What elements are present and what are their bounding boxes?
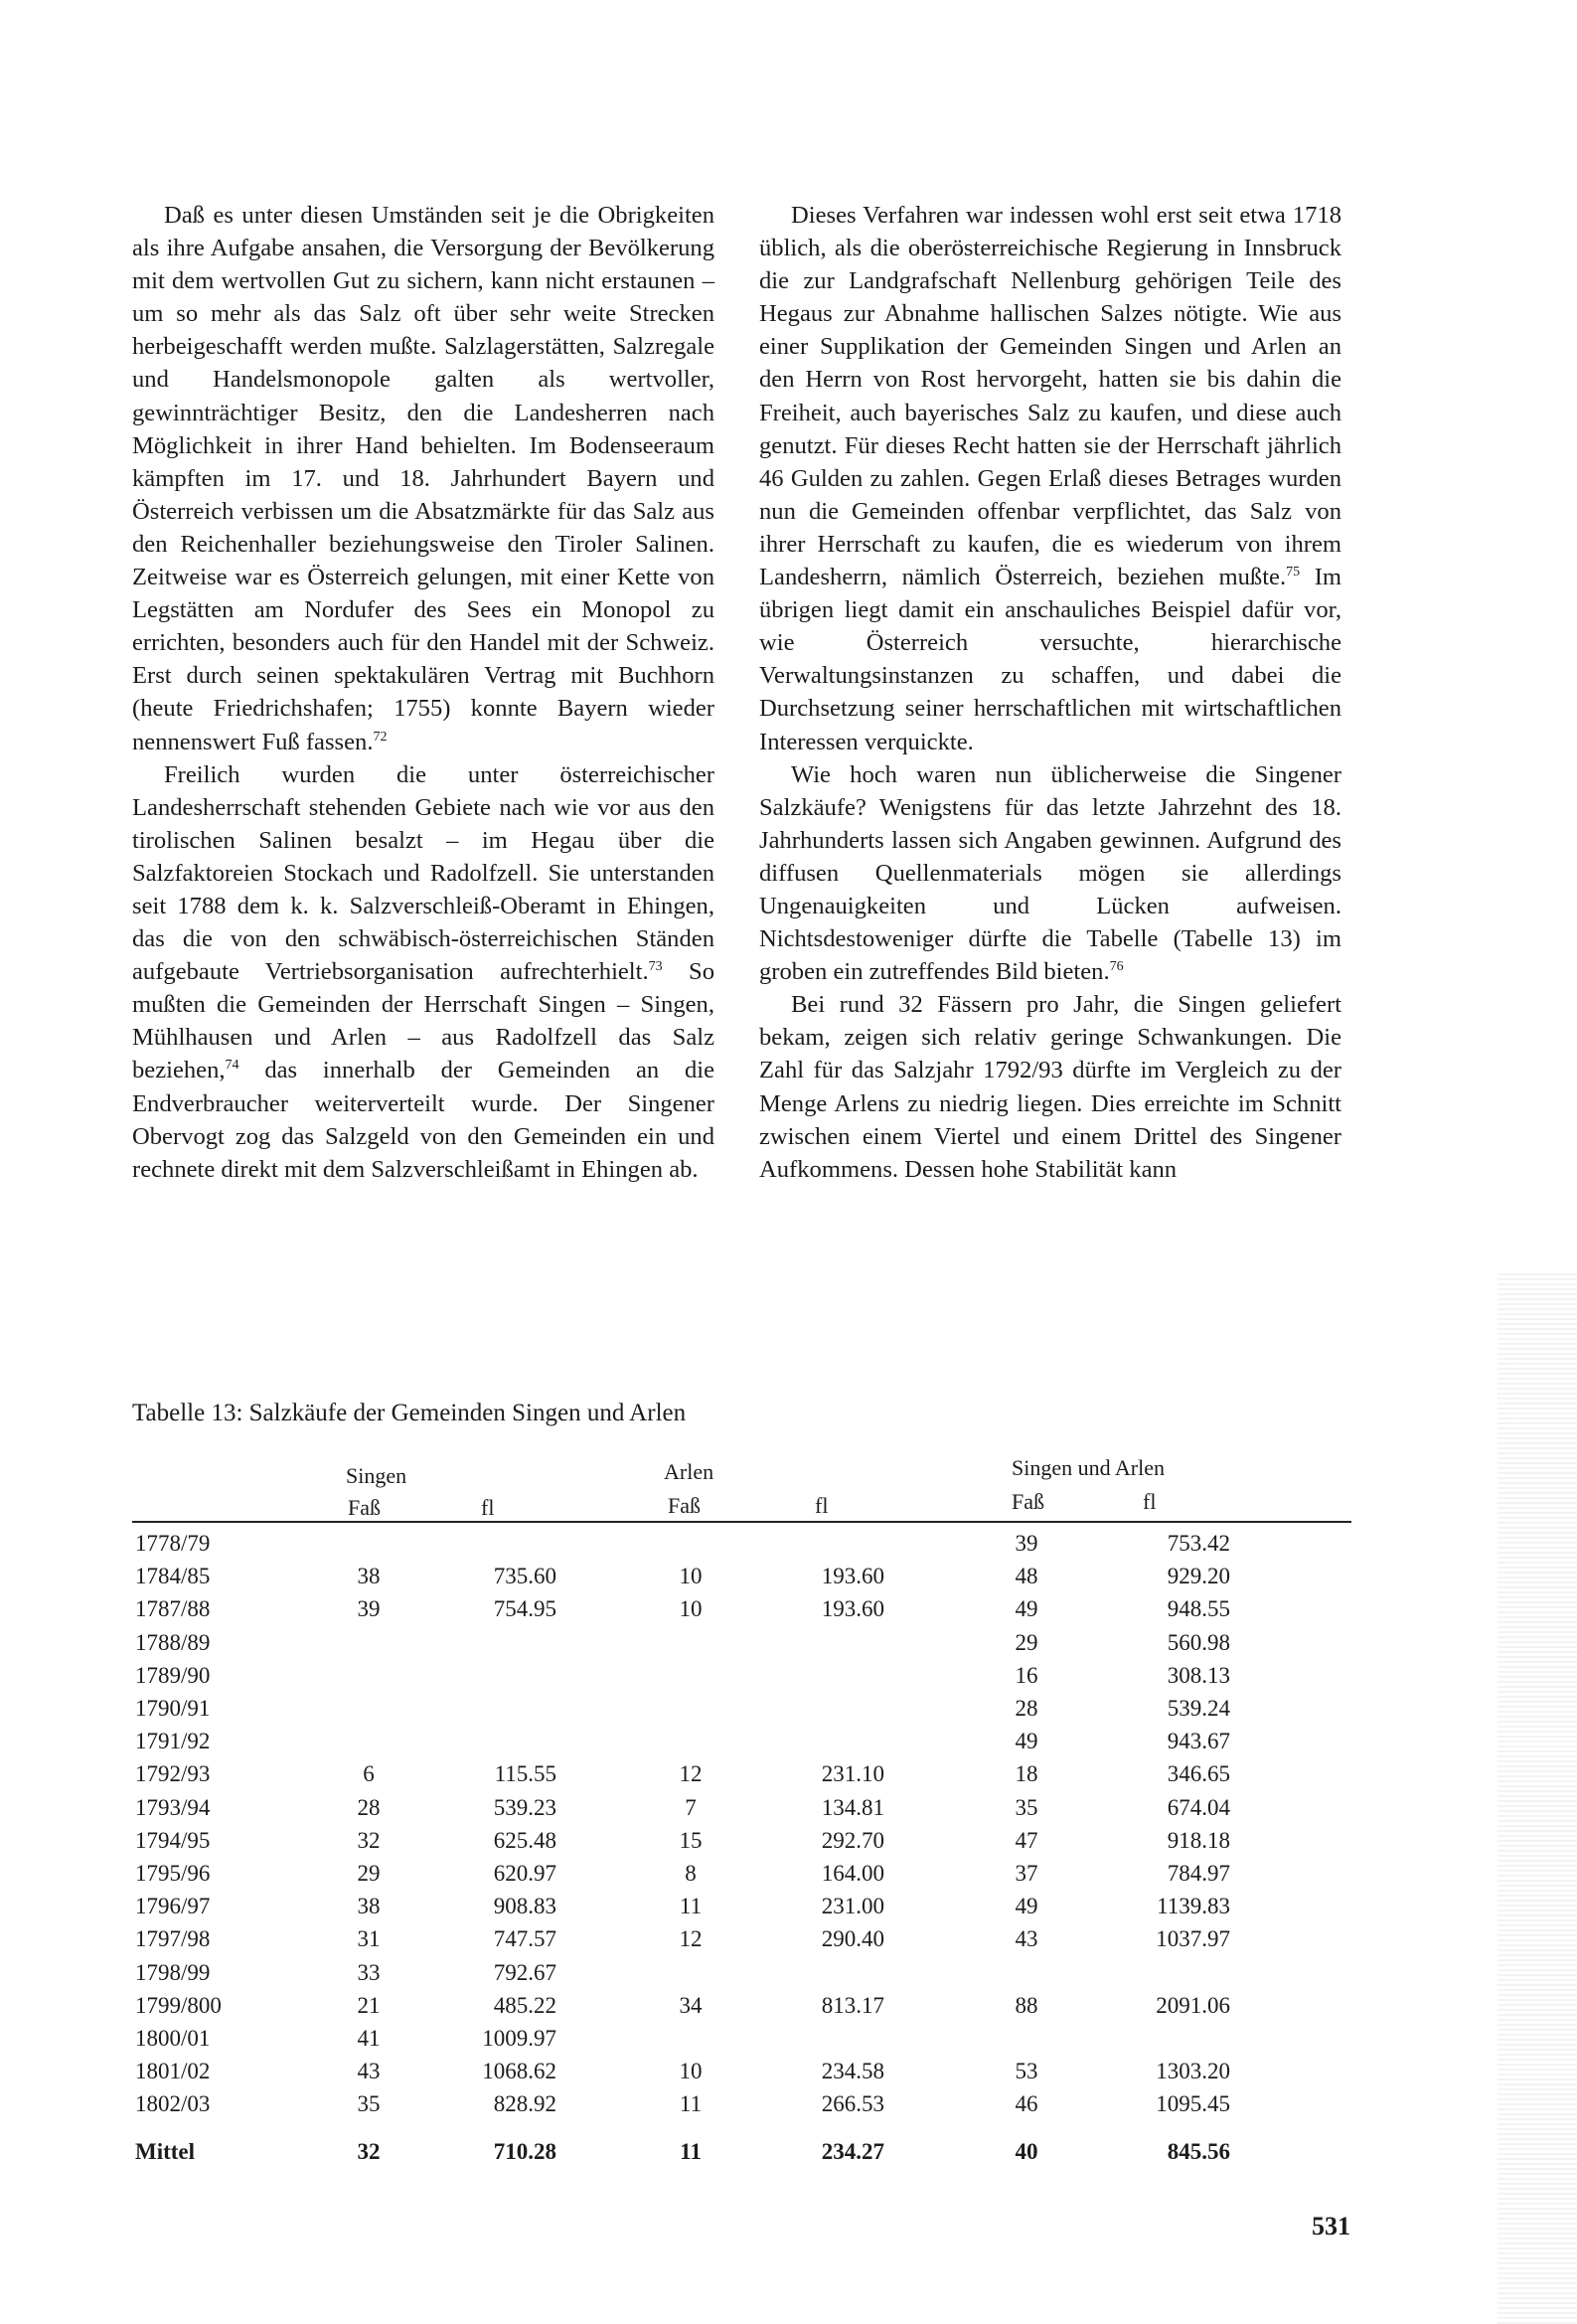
cell-year: 1789/90 xyxy=(135,1662,211,1688)
cell-singen-fl: 485.22 xyxy=(493,1992,556,2018)
cell-singen-fl: 747.57 xyxy=(493,1926,556,1952)
table-row xyxy=(0,1795,1577,1829)
table-row xyxy=(0,2091,1577,2125)
cell-both-fl: 539.24 xyxy=(1167,1696,1230,1721)
cell-arlen-fl: 292.70 xyxy=(821,1827,884,1853)
cell-singen-fass: 41 xyxy=(357,2026,381,2051)
paragraph: Daß es unter diesen Umständen seit je die Obrigkeiten als ihre Aufgabe ansahen, die Versorgung der Bevölkerung mit dem wertvollen Gut zu sichern, kann nicht erstaunen – um so mehr als das Salz oft über sehr weite Strecken herbeigeschafft werden mußte. Salzlagerstätten, Salzregale und Handelsmonopole galten als wertvoller, gewinnträchtiger Besitz, den die Landesherren nach Möglichkeit in ihrer Hand behielten. Im Bodenseeraum kämpften im 17. und 18. Jahrhundert Bayern und Österreich verbissen um die Absatzmärkte für das Salz aus den Reichenhaller beziehungsweise den Tiroler Salinen. Zeitweise war es Österreich gelungen, mit einer Kette von Legstätten am Nordufer des Sees ein Monopol zu errichten, besonders auch für den Handel mit der Schweiz. Erst durch seinen spektakulären Vertrag mit Buchhorn (heute Friedrichshafen; 1755) konnte Bayern wieder nennenswert Fuß fassen.$^{72}$ xyxy=(132,202,714,755)
header-singen-fass: Faß xyxy=(348,1495,381,1520)
cell-year: 1778/79 xyxy=(135,1531,211,1556)
cell-arlen-fl: 234.27 xyxy=(821,2138,884,2164)
column-group-singen: Singen xyxy=(346,1463,407,1488)
header-both-fass: Faß xyxy=(1012,1489,1044,1514)
cell-arlen-fass: 11 xyxy=(680,2138,702,2164)
paragraph: Bei rund 32 Fässern pro Jahr, die Singen geliefert bekam, zeigen sich relativ geringe Schwankungen. Die Zahl für das Salzjahr 1792/93 dürfte im Vergleich zu der Menge Arlens zu niedrig liegen. Dies erreichte im Schnitt zwischen einem Viertel und einem Drittel des Singener Aufkommens. Dessen hohe Stabilität kann xyxy=(759,991,1341,1183)
cell-both-fass: 47 xyxy=(1015,1827,1038,1853)
cell-both-fass: 29 xyxy=(1015,1629,1038,1655)
cell-both-fl: 1037.97 xyxy=(1156,1926,1230,1952)
header-singen-fl: fl xyxy=(481,1495,495,1520)
cell-year: 1794/95 xyxy=(135,1827,211,1853)
cell-both-fl: 1139.83 xyxy=(1157,1894,1230,1919)
table-row xyxy=(0,1761,1577,1795)
cell-both-fl: 929.20 xyxy=(1167,1564,1230,1589)
cell-year: 1792/93 xyxy=(135,1761,211,1787)
paragraph: Dieses Verfahren war indessen wohl erst seit etwa 1718 üblich, als die oberösterreichische Regierung in Innsbruck die zur Landgrafschaft Nellenburg gehörigen Teile des Hegaus zur Abnahme hallischen Salzes nötigte. Wie aus einer Supplikation der Gemeinden Singen und Arlen an den Herrn von Rost hervorgeht, hatten sie bis dahin die Freiheit, auch bayerisches Salz zu kaufen, und diese auch genutzt. Für dieses Recht hatten sie der Herrschaft jährlich 46 Gulden zu zahlen. Gegen Erlaß dieses Betrages wurden nun die Gemeinden offenbar verpflichtet, das Salz von ihrer Herrschaft zu kaufen, die es wiederum von ihrem Landesherrn, nämlich Österreich, beziehen mußte.$^{75}$ Im übrigen liegt damit ein anschauliches Beispiel dafür vor, wie Österreich versuchte, hierarchische Verwaltungsinstanzen zu schaffen, und dabei die Durchsetzung seiner herrschaftlichen mit wirtschaftlichen Interessen verquickte. xyxy=(759,202,1342,755)
table-row-mean xyxy=(0,2139,1577,2173)
cell-year: 1788/89 xyxy=(135,1629,211,1655)
cell-year: 1784/85 xyxy=(135,1564,211,1589)
cell-arlen-fl: 290.40 xyxy=(821,1926,884,1952)
table-row xyxy=(0,1564,1577,1597)
cell-both-fl: 308.13 xyxy=(1167,1662,1230,1688)
cell-singen-fl: 754.95 xyxy=(493,1596,556,1622)
table-row xyxy=(0,1729,1577,1762)
cell-arlen-fass: 34 xyxy=(679,1992,703,2018)
table-row xyxy=(0,1861,1577,1895)
cell-both-fass: 49 xyxy=(1015,1596,1038,1622)
cell-year: 1797/98 xyxy=(135,1926,211,1952)
footnote-ref: 72 xyxy=(373,729,388,745)
cell-both-fl: 346.65 xyxy=(1167,1761,1230,1787)
cell-singen-fass: 38 xyxy=(357,1894,381,1919)
cell-year: 1799/800 xyxy=(135,1992,222,2018)
cell-singen-fass: 33 xyxy=(357,1959,381,1985)
cell-both-fass: 43 xyxy=(1015,1926,1038,1952)
cell-arlen-fass: 10 xyxy=(679,1564,703,1589)
cell-both-fl: 943.67 xyxy=(1167,1729,1230,1754)
table-row xyxy=(0,1663,1577,1697)
table-row xyxy=(0,1828,1577,1862)
cell-both-fass: 39 xyxy=(1015,1531,1038,1556)
cell-arlen-fass: 10 xyxy=(679,2059,703,2084)
cell-singen-fass: 21 xyxy=(357,1992,381,2018)
cell-year: 1800/01 xyxy=(135,2026,211,2051)
cell-both-fl: 784.97 xyxy=(1167,1861,1230,1886)
cell-singen-fl: 1009.97 xyxy=(482,2026,556,2051)
cell-singen-fass: 6 xyxy=(363,1761,375,1787)
cell-year: 1790/91 xyxy=(135,1696,211,1721)
cell-arlen-fl: 193.60 xyxy=(821,1596,884,1622)
cell-both-fass: 35 xyxy=(1015,1794,1038,1820)
cell-year: 1802/03 xyxy=(135,2091,211,2117)
cell-both-fl: 845.56 xyxy=(1167,2138,1230,2164)
cell-both-fass: 88 xyxy=(1015,1992,1038,2018)
paragraph: Freilich wurden die unter österreichischer Landesherrschaft stehenden Gebiete nach wie vor aus den tirolischen Salinen besalzt – im Hegau über die Salzfaktoreien Stockach und Radolfzell. Sie unterstanden seit 1788 dem k. k. Salzverschleiß-Oberamt in Ehingen, das die von den schwäbisch-österreichischen Ständen aufgebaute Vertriebsorganisation aufrechterhielt.$^{73}$ So mußten die Gemeinden der Herrschaft Singen – Singen, Mühlhausen und Arlen – aus Radolfzell das Salz beziehen,$^{74}$ das innerhalb der Gemeinden an die Endverbraucher weiterverteilt wurde. Der Singener Obervogt zog das Salzgeld von den Gemeinden ein und rechnete direkt mit dem Salzverschleißamt in Ehingen ab. xyxy=(132,760,714,1183)
table-row xyxy=(0,1894,1577,1927)
cell-arlen-fass: 8 xyxy=(685,1861,697,1886)
cell-singen-fl: 620.97 xyxy=(493,1861,556,1886)
cell-both-fl: 674.04 xyxy=(1167,1794,1230,1820)
cell-year: Mittel xyxy=(135,2138,196,2164)
cell-year: 1798/99 xyxy=(135,1959,211,1985)
table-row xyxy=(0,1926,1577,1960)
footnote-ref: 76 xyxy=(1109,959,1124,975)
table-row xyxy=(0,1696,1577,1730)
cell-arlen-fass: 11 xyxy=(679,1894,703,1919)
cell-both-fass: 46 xyxy=(1015,2091,1038,2117)
cell-arlen-fl: 234.58 xyxy=(821,2059,884,2084)
header-arlen-fl: fl xyxy=(815,1493,829,1518)
scan-edge-noise xyxy=(1498,1272,1577,2324)
cell-singen-fass: 28 xyxy=(357,1794,381,1820)
cell-both-fass: 48 xyxy=(1015,1564,1038,1589)
cell-both-fass: 40 xyxy=(1015,2138,1038,2164)
cell-year: 1795/96 xyxy=(135,1861,211,1886)
table-row xyxy=(0,1531,1577,1565)
cell-arlen-fl: 164.00 xyxy=(821,1861,884,1886)
table-row xyxy=(0,1960,1577,1994)
cell-arlen-fass: 10 xyxy=(679,1596,703,1622)
cell-arlen-fass: 15 xyxy=(679,1827,703,1853)
page-number: 531 xyxy=(1312,2212,1350,2241)
cell-both-fl: 753.42 xyxy=(1167,1531,1230,1556)
cell-singen-fl: 908.83 xyxy=(493,1894,556,1919)
cell-singen-fl: 115.55 xyxy=(494,1761,556,1787)
cell-year: 1801/02 xyxy=(135,2059,211,2084)
cell-arlen-fass: 12 xyxy=(679,1926,703,1952)
cell-singen-fass: 29 xyxy=(357,1861,381,1886)
cell-arlen-fass: 11 xyxy=(679,2091,703,2117)
table-row xyxy=(0,1993,1577,2027)
footnote-ref: 74 xyxy=(225,1058,239,1074)
cell-singen-fass: 39 xyxy=(357,1596,381,1622)
cell-arlen-fass: 12 xyxy=(679,1761,703,1787)
cell-arlen-fl: 193.60 xyxy=(821,1564,884,1589)
cell-singen-fl: 625.48 xyxy=(493,1827,556,1853)
cell-both-fass: 18 xyxy=(1015,1761,1038,1787)
cell-both-fass: 28 xyxy=(1015,1696,1038,1721)
cell-singen-fass: 38 xyxy=(357,1564,381,1589)
cell-both-fl: 1303.20 xyxy=(1156,2059,1230,2084)
table-row xyxy=(0,2059,1577,2092)
header-both-fl: fl xyxy=(1143,1489,1157,1514)
cell-both-fl: 560.98 xyxy=(1167,1629,1230,1655)
cell-arlen-fl: 231.00 xyxy=(821,1894,884,1919)
cell-singen-fass: 35 xyxy=(357,2091,381,2117)
cell-both-fl: 948.55 xyxy=(1167,1596,1230,1622)
cell-both-fass: 16 xyxy=(1015,1662,1038,1688)
header-arlen-fass: Faß xyxy=(668,1493,701,1518)
cell-singen-fl: 828.92 xyxy=(493,2091,556,2117)
text-column-right xyxy=(759,199,1341,1186)
cell-both-fass: 49 xyxy=(1015,1894,1038,1919)
footnote-ref: 73 xyxy=(648,959,663,975)
text-column-left xyxy=(132,199,714,1186)
cell-year: 1793/94 xyxy=(135,1794,211,1820)
cell-both-fass: 53 xyxy=(1015,2059,1038,2084)
cell-singen-fass: 31 xyxy=(357,1926,381,1952)
table-row xyxy=(0,2026,1577,2060)
cell-both-fl: 918.18 xyxy=(1167,1827,1230,1853)
cell-both-fass: 49 xyxy=(1015,1729,1038,1754)
cell-arlen-fl: 813.17 xyxy=(821,1992,884,2018)
cell-year: 1796/97 xyxy=(135,1894,211,1919)
cell-singen-fl: 539.23 xyxy=(493,1794,556,1820)
table-caption: Tabelle 13: Salzkäufe der Gemeinden Singen und Arlen xyxy=(132,1400,687,1426)
cell-year: 1787/88 xyxy=(135,1596,211,1622)
cell-arlen-fl: 266.53 xyxy=(821,2091,884,2117)
cell-both-fl: 2091.06 xyxy=(1156,1992,1230,2018)
cell-year: 1791/92 xyxy=(135,1729,211,1754)
paragraph: Wie hoch waren nun üblicherweise die Singener Salzkäufe? Wenigstens für das letzte Jahrzehnt des 18. Jahrhunderts lassen sich Angaben gewinnen. Aufgrund des diffusen Quellenmaterials mögen sie allerdings Ungenauigkeiten und Lücken aufweisen. Nichtsdestoweniger dürfte die Tabelle (Tabelle 13) im groben ein zutreffendes Bild bieten.$^{76}$ xyxy=(759,760,1341,986)
column-group-singen-und-arlen: Singen und Arlen xyxy=(1012,1455,1165,1480)
cell-both-fl: 1095.45 xyxy=(1156,2091,1230,2117)
cell-arlen-fl: 231.10 xyxy=(821,1761,884,1787)
table-rule xyxy=(132,1521,1351,1523)
cell-both-fass: 37 xyxy=(1015,1861,1038,1886)
footnote-ref: 75 xyxy=(1286,565,1301,581)
cell-singen-fass: 32 xyxy=(357,2138,381,2164)
cell-singen-fl: 1068.62 xyxy=(482,2059,556,2084)
column-group-arlen: Arlen xyxy=(664,1459,714,1484)
cell-singen-fass: 32 xyxy=(357,1827,381,1853)
table-row xyxy=(0,1596,1577,1630)
cell-singen-fl: 735.60 xyxy=(493,1564,556,1589)
table-row xyxy=(0,1630,1577,1664)
cell-singen-fass: 43 xyxy=(357,2059,381,2084)
cell-singen-fl: 792.67 xyxy=(493,1959,556,1985)
cell-singen-fl: 710.28 xyxy=(493,2138,556,2164)
cell-arlen-fl: 134.81 xyxy=(821,1794,884,1820)
cell-arlen-fass: 7 xyxy=(685,1794,697,1820)
